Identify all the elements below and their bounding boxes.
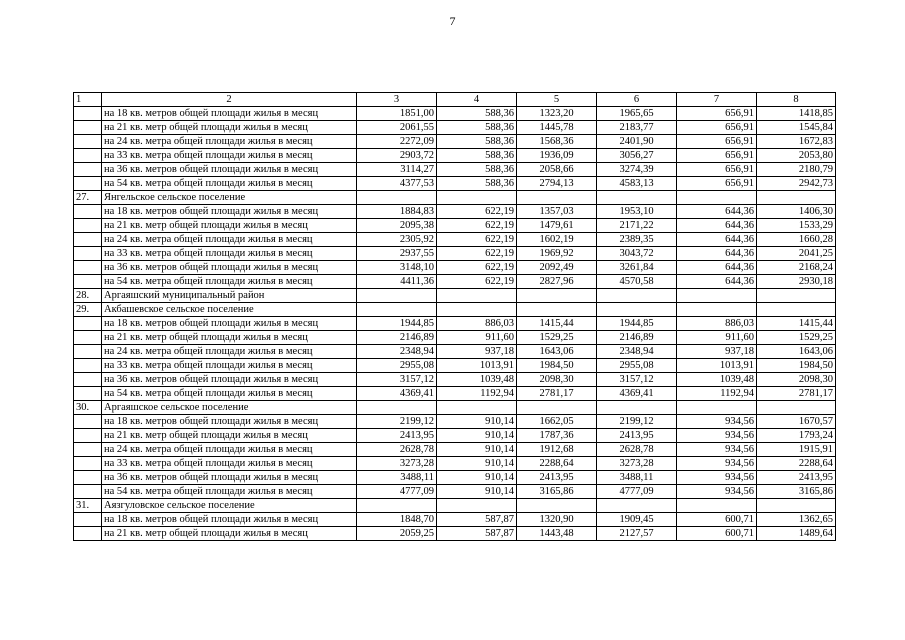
value-cell: 1192,94 xyxy=(437,387,517,401)
value-cell: 910,14 xyxy=(437,415,517,429)
row-number-cell xyxy=(74,149,102,163)
row-number-cell xyxy=(74,429,102,443)
value-cell xyxy=(597,303,677,317)
value-cell: 886,03 xyxy=(677,317,757,331)
value-cell: 2413,95 xyxy=(757,471,836,485)
value-cell: 3157,12 xyxy=(357,373,437,387)
value-cell: 2348,94 xyxy=(357,345,437,359)
row-number-cell xyxy=(74,457,102,471)
value-cell: 910,14 xyxy=(437,485,517,499)
row-label-cell: на 21 кв. метр общей площади жилья в месяц xyxy=(102,219,357,233)
row-label-cell: на 24 кв. метра общей площади жилья в месяц xyxy=(102,135,357,149)
value-cell xyxy=(597,401,677,415)
value-cell xyxy=(437,499,517,513)
value-cell: 4777,09 xyxy=(357,485,437,499)
value-cell: 2041,25 xyxy=(757,247,836,261)
value-cell xyxy=(757,191,836,205)
row-number-cell xyxy=(74,485,102,499)
value-cell: 2127,57 xyxy=(597,527,677,541)
value-cell: 4411,36 xyxy=(357,275,437,289)
row-label-cell: на 21 кв. метр общей площади жилья в месяц xyxy=(102,527,357,541)
value-cell xyxy=(517,499,597,513)
row-number-cell xyxy=(74,359,102,373)
table-row xyxy=(74,247,836,261)
value-cell xyxy=(517,401,597,415)
value-cell: 911,60 xyxy=(437,331,517,345)
header-cell: 8 xyxy=(757,93,836,107)
value-cell: 1529,25 xyxy=(757,331,836,345)
row-number-cell xyxy=(74,219,102,233)
row-label-cell: на 33 кв. метра общей площади жилья в месяц xyxy=(102,457,357,471)
value-cell: 1039,48 xyxy=(677,373,757,387)
value-cell: 1529,25 xyxy=(517,331,597,345)
value-cell: 1670,57 xyxy=(757,415,836,429)
value-cell xyxy=(597,289,677,303)
row-number-cell xyxy=(74,527,102,541)
value-cell: 644,36 xyxy=(677,219,757,233)
value-cell: 2288,64 xyxy=(757,457,836,471)
value-cell: 886,03 xyxy=(437,317,517,331)
table-row xyxy=(74,387,836,401)
header-cell: 2 xyxy=(102,93,357,107)
value-cell: 910,14 xyxy=(437,429,517,443)
row-label-cell: на 33 кв. метра общей площади жилья в месяц xyxy=(102,247,357,261)
value-cell: 1912,68 xyxy=(517,443,597,457)
value-cell: 910,14 xyxy=(437,471,517,485)
row-label-cell: на 36 кв. метров общей площади жилья в месяц xyxy=(102,261,357,275)
value-cell: 622,19 xyxy=(437,219,517,233)
table-row xyxy=(74,415,836,429)
value-cell xyxy=(357,191,437,205)
row-label-cell: на 33 кв. метра общей площади жилья в месяц xyxy=(102,149,357,163)
value-cell: 934,56 xyxy=(677,429,757,443)
page-number: 7 xyxy=(449,14,456,28)
value-cell: 1418,85 xyxy=(757,107,836,121)
value-cell: 2942,73 xyxy=(757,177,836,191)
row-number-cell xyxy=(74,177,102,191)
row-number-cell xyxy=(74,387,102,401)
value-cell: 2413,95 xyxy=(597,429,677,443)
value-cell: 656,91 xyxy=(677,135,757,149)
value-cell: 2794,13 xyxy=(517,177,597,191)
value-cell xyxy=(677,289,757,303)
value-cell xyxy=(677,499,757,513)
value-cell xyxy=(437,191,517,205)
row-label-cell: на 21 кв. метр общей площади жилья в месяц xyxy=(102,121,357,135)
table-row xyxy=(74,527,836,541)
value-cell xyxy=(757,499,836,513)
table-row xyxy=(74,107,836,121)
value-cell: 656,91 xyxy=(677,149,757,163)
value-cell: 3114,27 xyxy=(357,163,437,177)
value-cell: 2305,92 xyxy=(357,233,437,247)
value-cell xyxy=(517,303,597,317)
value-cell: 2781,17 xyxy=(757,387,836,401)
row-label-cell: на 36 кв. метров общей площади жилья в месяц xyxy=(102,163,357,177)
value-cell: 2168,24 xyxy=(757,261,836,275)
value-cell: 1944,85 xyxy=(357,317,437,331)
row-number-cell xyxy=(74,205,102,219)
value-cell: 1357,03 xyxy=(517,205,597,219)
header-cell: 5 xyxy=(517,93,597,107)
row-number-cell xyxy=(74,513,102,527)
value-cell: 1013,91 xyxy=(677,359,757,373)
value-cell: 2146,89 xyxy=(357,331,437,345)
row-label-cell: на 54 кв. метра общей площади жилья в месяц xyxy=(102,387,357,401)
value-cell: 2628,78 xyxy=(597,443,677,457)
value-cell: 587,87 xyxy=(437,513,517,527)
table-row xyxy=(74,205,836,219)
row-label-cell: на 54 кв. метра общей площади жилья в месяц xyxy=(102,485,357,499)
table-row xyxy=(74,303,836,317)
value-cell: 2061,55 xyxy=(357,121,437,135)
value-cell: 1944,85 xyxy=(597,317,677,331)
table-row xyxy=(74,359,836,373)
value-cell: 644,36 xyxy=(677,247,757,261)
value-cell: 2955,08 xyxy=(597,359,677,373)
value-cell xyxy=(357,401,437,415)
value-cell: 2053,80 xyxy=(757,149,836,163)
value-cell: 656,91 xyxy=(677,107,757,121)
row-label-cell: на 18 кв. метров общей площади жилья в месяц xyxy=(102,415,357,429)
value-cell: 588,36 xyxy=(437,149,517,163)
value-cell: 1039,48 xyxy=(437,373,517,387)
value-cell: 1884,83 xyxy=(357,205,437,219)
row-label-cell: на 54 кв. метра общей площади жилья в месяц xyxy=(102,275,357,289)
header-cell: 6 xyxy=(597,93,677,107)
table-row xyxy=(74,373,836,387)
value-cell: 587,87 xyxy=(437,527,517,541)
value-cell: 622,19 xyxy=(437,247,517,261)
value-cell xyxy=(437,289,517,303)
value-cell: 1984,50 xyxy=(757,359,836,373)
table-row xyxy=(74,513,836,527)
value-cell: 1479,61 xyxy=(517,219,597,233)
value-cell: 1406,30 xyxy=(757,205,836,219)
value-cell: 2183,77 xyxy=(597,121,677,135)
row-number-cell: 30. xyxy=(74,401,102,415)
row-label-cell: на 18 кв. метров общей площади жилья в месяц xyxy=(102,317,357,331)
row-number-cell xyxy=(74,275,102,289)
table-row xyxy=(74,219,836,233)
value-cell: 588,36 xyxy=(437,163,517,177)
row-number-cell xyxy=(74,415,102,429)
value-cell: 1415,44 xyxy=(757,317,836,331)
value-cell: 656,91 xyxy=(677,121,757,135)
value-cell: 622,19 xyxy=(437,205,517,219)
row-label-cell: на 21 кв. метр общей площади жилья в месяц xyxy=(102,331,357,345)
header-cell: 3 xyxy=(357,93,437,107)
value-cell: 622,19 xyxy=(437,261,517,275)
value-cell xyxy=(677,401,757,415)
row-label-cell: на 21 кв. метр общей площади жилья в месяц xyxy=(102,429,357,443)
value-cell: 4583,13 xyxy=(597,177,677,191)
row-number-cell xyxy=(74,135,102,149)
table-row xyxy=(74,275,836,289)
value-cell xyxy=(357,303,437,317)
value-cell: 4369,41 xyxy=(597,387,677,401)
value-cell: 3157,12 xyxy=(597,373,677,387)
value-cell: 622,19 xyxy=(437,233,517,247)
value-cell: 2937,55 xyxy=(357,247,437,261)
table-row xyxy=(74,177,836,191)
table-row xyxy=(74,289,836,303)
value-cell: 2628,78 xyxy=(357,443,437,457)
row-label-cell: Аргаяшское сельское поселение xyxy=(102,401,357,415)
value-cell: 3043,72 xyxy=(597,247,677,261)
table-header-row xyxy=(74,93,836,107)
value-cell: 934,56 xyxy=(677,457,757,471)
value-cell: 3261,84 xyxy=(597,261,677,275)
value-cell: 937,18 xyxy=(437,345,517,359)
value-cell xyxy=(517,289,597,303)
row-label-cell: Акбашевское сельское поселение xyxy=(102,303,357,317)
value-cell: 1787,36 xyxy=(517,429,597,443)
row-label-cell: на 18 кв. метров общей площади жилья в месяц xyxy=(102,107,357,121)
value-cell: 1660,28 xyxy=(757,233,836,247)
value-cell: 1643,06 xyxy=(517,345,597,359)
value-cell: 2413,95 xyxy=(357,429,437,443)
value-cell: 2955,08 xyxy=(357,359,437,373)
row-number-cell: 29. xyxy=(74,303,102,317)
value-cell: 2058,66 xyxy=(517,163,597,177)
value-cell: 622,19 xyxy=(437,275,517,289)
row-number-cell xyxy=(74,247,102,261)
row-number-cell xyxy=(74,373,102,387)
value-cell: 1568,36 xyxy=(517,135,597,149)
value-cell: 2171,22 xyxy=(597,219,677,233)
value-cell: 1662,05 xyxy=(517,415,597,429)
value-cell: 588,36 xyxy=(437,121,517,135)
value-cell: 2098,30 xyxy=(517,373,597,387)
value-cell: 2199,12 xyxy=(597,415,677,429)
table-row xyxy=(74,317,836,331)
value-cell: 1533,29 xyxy=(757,219,836,233)
value-cell: 934,56 xyxy=(677,415,757,429)
value-cell: 1489,64 xyxy=(757,527,836,541)
value-cell: 934,56 xyxy=(677,443,757,457)
value-cell xyxy=(437,303,517,317)
value-cell: 910,14 xyxy=(437,443,517,457)
value-cell: 3488,11 xyxy=(357,471,437,485)
value-cell: 2348,94 xyxy=(597,345,677,359)
value-cell: 2146,89 xyxy=(597,331,677,345)
header-cell: 7 xyxy=(677,93,757,107)
value-cell: 4369,41 xyxy=(357,387,437,401)
value-cell: 4377,53 xyxy=(357,177,437,191)
value-cell: 3273,28 xyxy=(357,457,437,471)
value-cell: 1915,91 xyxy=(757,443,836,457)
value-cell xyxy=(517,191,597,205)
value-cell: 1192,94 xyxy=(677,387,757,401)
table-row xyxy=(74,471,836,485)
row-number-cell xyxy=(74,345,102,359)
value-cell xyxy=(357,289,437,303)
value-cell: 4570,58 xyxy=(597,275,677,289)
table-row xyxy=(74,485,836,499)
value-cell: 1936,09 xyxy=(517,149,597,163)
value-cell: 3273,28 xyxy=(597,457,677,471)
value-cell: 1323,20 xyxy=(517,107,597,121)
row-label-cell: Аргаяшский муниципальный район xyxy=(102,289,357,303)
row-label-cell: Аязгуловское сельское поселение xyxy=(102,499,357,513)
row-number-cell xyxy=(74,261,102,275)
table-row xyxy=(74,345,836,359)
value-cell: 2092,49 xyxy=(517,261,597,275)
table-row xyxy=(74,429,836,443)
value-cell: 2095,38 xyxy=(357,219,437,233)
value-cell: 937,18 xyxy=(677,345,757,359)
value-cell xyxy=(677,303,757,317)
row-number-cell xyxy=(74,317,102,331)
value-cell: 2413,95 xyxy=(517,471,597,485)
value-cell: 3148,10 xyxy=(357,261,437,275)
value-cell: 1013,91 xyxy=(437,359,517,373)
row-label-cell: на 18 кв. метров общей площади жилья в месяц xyxy=(102,513,357,527)
value-cell: 600,71 xyxy=(677,513,757,527)
row-number-cell xyxy=(74,233,102,247)
value-cell: 2180,79 xyxy=(757,163,836,177)
value-cell: 2199,12 xyxy=(357,415,437,429)
value-cell: 3274,39 xyxy=(597,163,677,177)
row-number-cell xyxy=(74,107,102,121)
value-cell: 1851,00 xyxy=(357,107,437,121)
row-number-cell xyxy=(74,471,102,485)
value-cell: 934,56 xyxy=(677,471,757,485)
value-cell: 2389,35 xyxy=(597,233,677,247)
value-cell: 1415,44 xyxy=(517,317,597,331)
value-cell: 2827,96 xyxy=(517,275,597,289)
value-cell: 656,91 xyxy=(677,177,757,191)
tariff-table xyxy=(73,92,836,541)
table-row xyxy=(74,191,836,205)
value-cell: 644,36 xyxy=(677,261,757,275)
table-row xyxy=(74,401,836,415)
value-cell: 2288,64 xyxy=(517,457,597,471)
value-cell: 1545,84 xyxy=(757,121,836,135)
value-cell: 588,36 xyxy=(437,177,517,191)
value-cell: 3056,27 xyxy=(597,149,677,163)
row-label-cell: на 54 кв. метра общей площади жилья в месяц xyxy=(102,177,357,191)
value-cell: 2272,09 xyxy=(357,135,437,149)
value-cell: 2903,72 xyxy=(357,149,437,163)
value-cell: 2930,18 xyxy=(757,275,836,289)
value-cell: 656,91 xyxy=(677,163,757,177)
value-cell xyxy=(757,289,836,303)
value-cell: 3488,11 xyxy=(597,471,677,485)
table-row xyxy=(74,443,836,457)
value-cell: 1320,90 xyxy=(517,513,597,527)
row-label-cell: на 24 кв. метра общей площади жилья в месяц xyxy=(102,443,357,457)
value-cell: 2401,90 xyxy=(597,135,677,149)
value-cell: 934,56 xyxy=(677,485,757,499)
row-number-cell: 28. xyxy=(74,289,102,303)
table-row xyxy=(74,331,836,345)
value-cell: 588,36 xyxy=(437,107,517,121)
table-row xyxy=(74,135,836,149)
value-cell xyxy=(757,303,836,317)
table-row xyxy=(74,163,836,177)
value-cell: 1848,70 xyxy=(357,513,437,527)
table-row xyxy=(74,121,836,135)
row-label-cell: на 36 кв. метров общей площади жилья в месяц xyxy=(102,471,357,485)
header-cell: 4 xyxy=(437,93,517,107)
value-cell xyxy=(677,191,757,205)
value-cell: 2098,30 xyxy=(757,373,836,387)
value-cell: 1969,92 xyxy=(517,247,597,261)
value-cell xyxy=(597,191,677,205)
value-cell: 910,14 xyxy=(437,457,517,471)
value-cell xyxy=(437,401,517,415)
value-cell: 2059,25 xyxy=(357,527,437,541)
row-number-cell: 31. xyxy=(74,499,102,513)
value-cell: 3165,86 xyxy=(757,485,836,499)
row-number-cell xyxy=(74,163,102,177)
value-cell: 4777,09 xyxy=(597,485,677,499)
row-number-cell xyxy=(74,443,102,457)
row-number-cell: 27. xyxy=(74,191,102,205)
value-cell: 1602,19 xyxy=(517,233,597,247)
value-cell: 1793,24 xyxy=(757,429,836,443)
row-label-cell: на 18 кв. метров общей площади жилья в месяц xyxy=(102,205,357,219)
table-body xyxy=(74,107,836,541)
value-cell: 644,36 xyxy=(677,233,757,247)
value-cell: 1445,78 xyxy=(517,121,597,135)
value-cell xyxy=(757,401,836,415)
table-row xyxy=(74,149,836,163)
value-cell: 588,36 xyxy=(437,135,517,149)
table-row xyxy=(74,457,836,471)
value-cell: 1984,50 xyxy=(517,359,597,373)
value-cell: 3165,86 xyxy=(517,485,597,499)
value-cell: 1643,06 xyxy=(757,345,836,359)
row-number-cell xyxy=(74,331,102,345)
row-label-cell: на 33 кв. метра общей площади жилья в месяц xyxy=(102,359,357,373)
value-cell: 2781,17 xyxy=(517,387,597,401)
value-cell: 644,36 xyxy=(677,275,757,289)
row-label-cell: на 36 кв. метров общей площади жилья в месяц xyxy=(102,373,357,387)
value-cell xyxy=(357,499,437,513)
value-cell: 1965,65 xyxy=(597,107,677,121)
value-cell: 644,36 xyxy=(677,205,757,219)
row-label-cell: на 24 кв. метра общей площади жилья в месяц xyxy=(102,345,357,359)
value-cell: 1362,65 xyxy=(757,513,836,527)
row-label-cell: Янгельское сельское поселение xyxy=(102,191,357,205)
row-number-cell xyxy=(74,121,102,135)
header-cell: 1 xyxy=(74,93,102,107)
value-cell: 600,71 xyxy=(677,527,757,541)
value-cell: 1443,48 xyxy=(517,527,597,541)
value-cell: 1909,45 xyxy=(597,513,677,527)
row-label-cell: на 24 кв. метра общей площади жилья в месяц xyxy=(102,233,357,247)
table-row xyxy=(74,233,836,247)
table-row xyxy=(74,261,836,275)
value-cell: 1672,83 xyxy=(757,135,836,149)
value-cell: 1953,10 xyxy=(597,205,677,219)
value-cell: 911,60 xyxy=(677,331,757,345)
value-cell xyxy=(597,499,677,513)
table-row xyxy=(74,499,836,513)
